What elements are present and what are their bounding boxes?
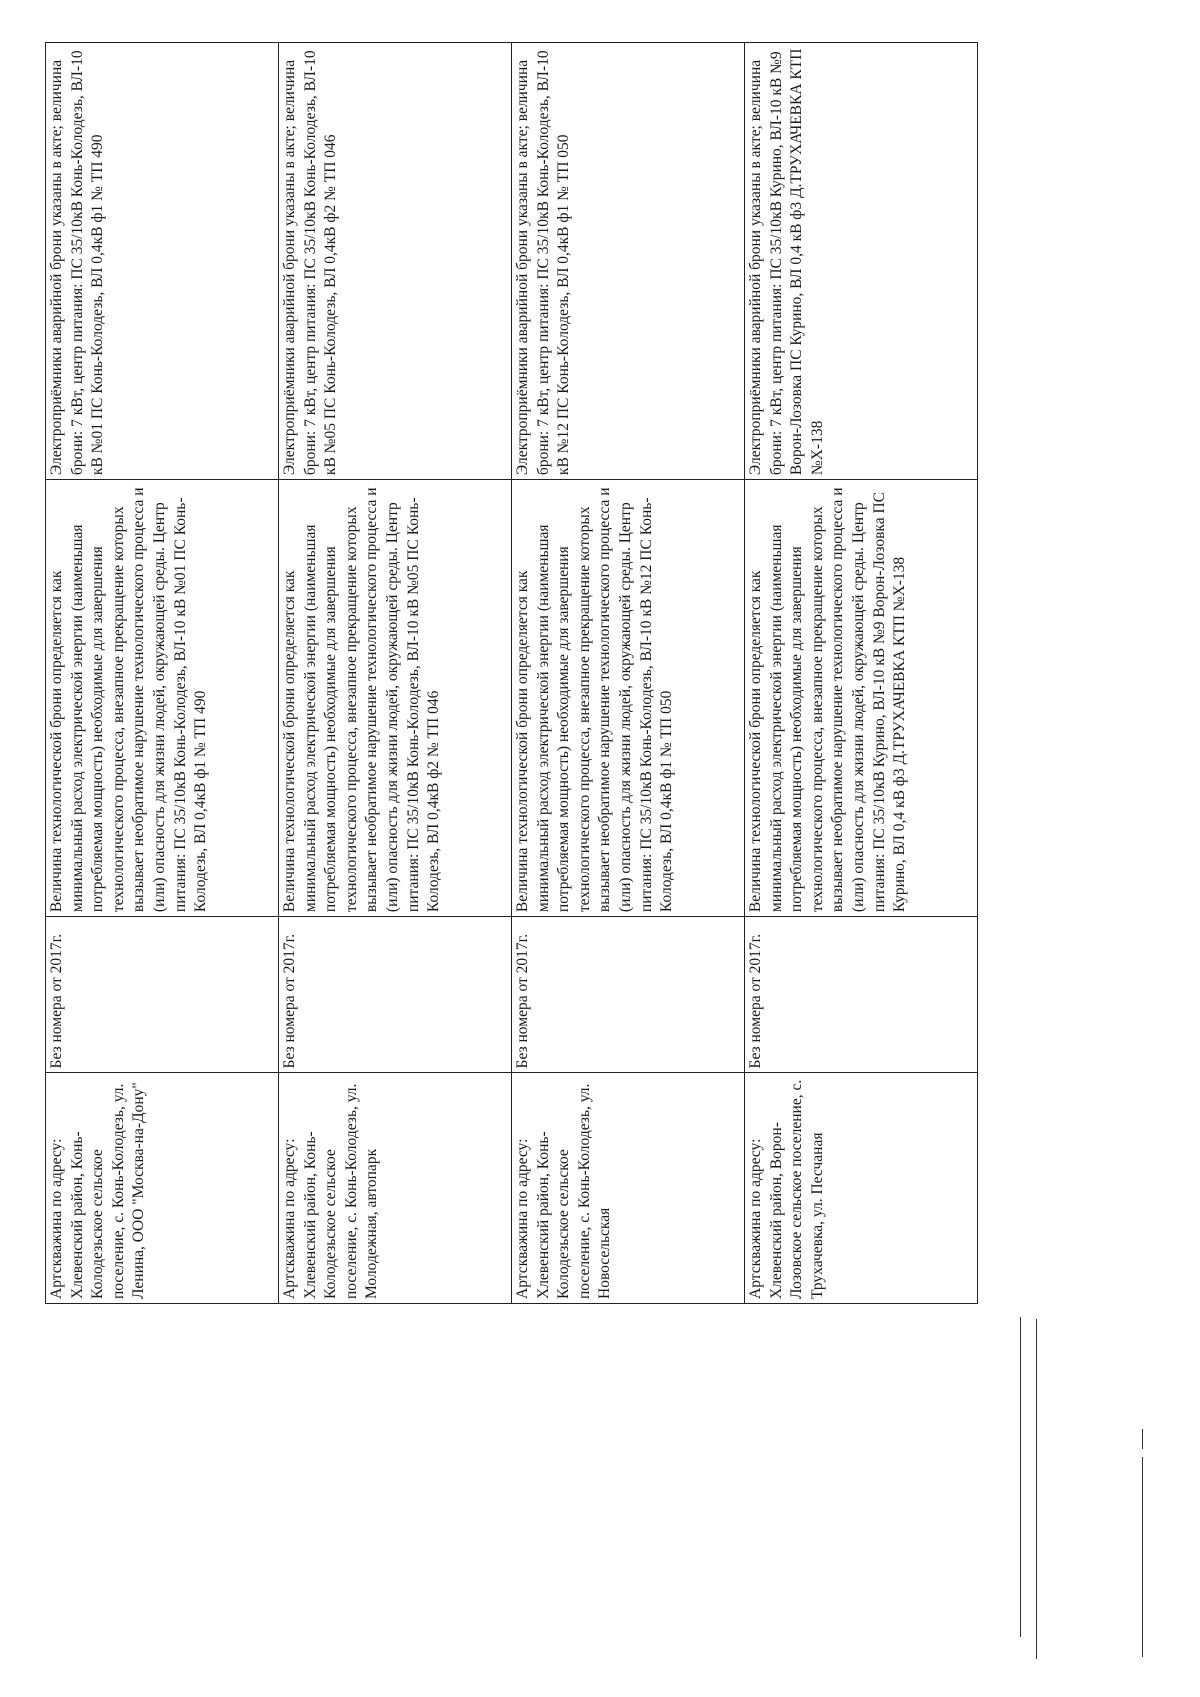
address-cell: Артскважина по адресу: Хлевенский район, Конь-Колодезьское сельское поселение, с. Конь-Колодезь, ул. Ленина, ООО "Москва-на-Дону" xyxy=(46,1073,279,1304)
emergency-reserve-cell: Электроприёмники аварийной брони указаны в акте; величина брони: 7 кВт, центр питания: ПС 35/10кВ Конь-Колодезь, ВЛ-10 кВ №01 ПС Конь-Колодезь, ВЛ 0,4кВ ф1 № ТП 490 xyxy=(46,43,279,480)
tech-reserve-cell: Величина технологической брони определяется как минимальный расход электрической энергии (наименьшая потребляемая мощность) необходимые для завершения технологического процесса, внезапное прекращение которых вызывает необратимое нарушение технологического процесса и (или) опасность для жизни людей, окружающей среды. Центр питания: ПС 35/10кВ Конь-Колодезь, ВЛ-10 кВ №01 ПС Конь-Колодезь, ВЛ 0,4кВ ф1 № ТП 490 xyxy=(46,480,279,917)
tech-reserve-cell: Величина технологической брони определяется как минимальный расход электрической энергии (наименьшая потребляемая мощность) необходимые для завершения технологического процесса, внезапное прекращение которых вызывает необратимое нарушение технологического процесса и (или) опасность для жизни людей, окружающей среды. Центр питания: ПС 35/10кВ Конь-Колодезь, ВЛ-10 кВ №12 ПС Конь-Колодезь, ВЛ 0,4кВ ф1 № ТП 050 xyxy=(512,480,745,917)
address-cell: Артскважина по адресу: Хлевенский район, Конь-Колодезьское сельское поселение, с. Конь-Колодезь, ул. Новосельская xyxy=(512,1073,745,1304)
rule-line xyxy=(1142,1457,1143,1657)
document-cell: Без номера от 2017г. xyxy=(745,917,978,1073)
emergency-reserve-cell: Электроприёмники аварийной брони указаны в акте; величина брони: 7 кВт, центр питания: ПС 35/10кВ Конь-Колодезь, ВЛ-10 кВ №12 ПС Конь-Колодезь, ВЛ 0,4кВ ф1 № ТП 050 xyxy=(512,43,745,480)
emergency-reserve-cell: Электроприёмники аварийной брони указаны в акте; величина брони: 7 кВт, центр питания: ПС 35/10кВ Курино, ВЛ-10 кВ №9 Ворон-Лозовка ПС Курино, ВЛ 0,4 кВ ф3 Д.ТРУХАЧЕВКА КТП №Х-138 xyxy=(745,43,978,480)
address-cell: Артскважина по адресу: Хлевенский район, Конь-Колодезьское сельское поселение, с. Конь-Колодезь, ул. Молодежная, автопарк xyxy=(279,1073,512,1304)
document-cell: Без номера от 2017г. xyxy=(279,917,512,1073)
reserve-table xyxy=(45,42,978,1304)
document-cell: Без номера от 2017г. xyxy=(46,917,279,1073)
table-row xyxy=(279,43,512,1304)
rule-line xyxy=(1142,1429,1143,1449)
tech-reserve-cell: Величина технологической брони определяется как минимальный расход электрической энергии (наименьшая потребляемая мощность) необходимые для завершения технологического процесса, внезапное прекращение которых вызывает необратимое нарушение технологического процесса и (или) опасность для жизни людей, окружающей среды. Центр питания: ПС 35/10кВ Конь-Колодезь, ВЛ-10 кВ №05 ПС Конь-Колодезь, ВЛ 0,4кВ ф2 № ТП 046 xyxy=(279,480,512,917)
rule-line xyxy=(1020,1317,1021,1637)
table-row xyxy=(745,43,978,1304)
document-cell: Без номера от 2017г. xyxy=(512,917,745,1073)
rule-line xyxy=(1036,1319,1037,1659)
emergency-reserve-cell: Электроприёмники аварийной брони указаны в акте; величина брони: 7 кВт, центр питания: ПС 35/10кВ Конь-Колодезь, ВЛ-10 кВ №05 ПС Конь-Колодезь, ВЛ 0,4кВ ф2 № ТП 046 xyxy=(279,43,512,480)
tech-reserve-cell: Величина технологической брони определяется как минимальный расход электрической энергии (наименьшая потребляемая мощность) необходимые для завершения технологического процесса, внезапное прекращение которых вызывает необратимое нарушение технологического процесса и (или) опасность для жизни людей, окружающей среды. Центр питания: ПС 35/10кВ Курино, ВЛ-10 кВ №9 Ворон-Лозовка ПС Курино, ВЛ 0,4 кВ ф3 Д.ТРУХАЧЕВКА КТП №Х-138 xyxy=(745,480,978,917)
address-cell: Артскважина по адресу: Хлевенский район, Ворон-Лозовское сельское поселение, с. Трухачевка, ул. Песчаная xyxy=(745,1073,978,1304)
table-row xyxy=(512,43,745,1304)
table-row xyxy=(46,43,279,1304)
